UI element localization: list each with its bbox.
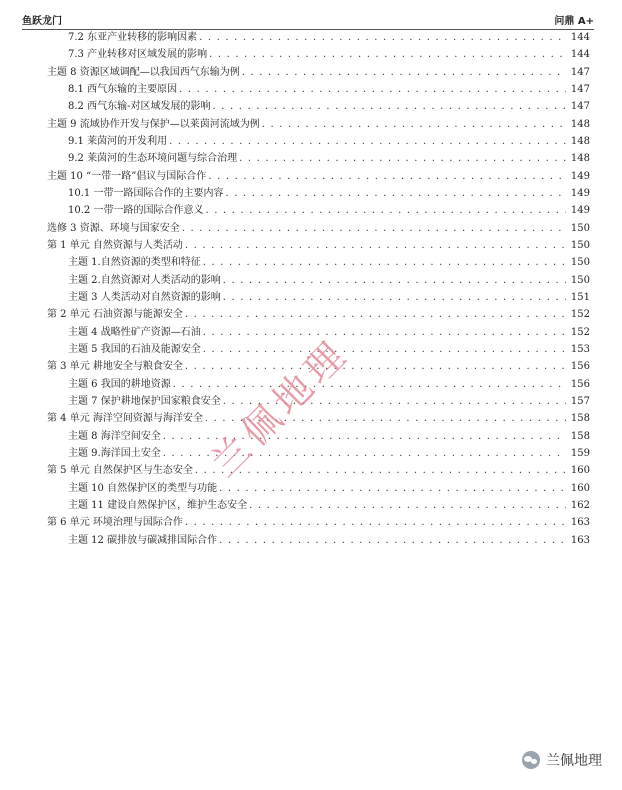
toc-entry-title: 第 1 单元 自然资源与人类活动 xyxy=(47,239,183,251)
toc-entry-page: 148 xyxy=(570,118,590,130)
toc-entry-page: 147 xyxy=(570,66,590,78)
toc-entry[interactable] xyxy=(0,480,622,497)
toc-entry-title: 主题 10 自然保护区的类型与功能 xyxy=(68,482,218,494)
page-header xyxy=(22,11,594,30)
toc-entry-title: 主题 1.自然资源的类型和特征 xyxy=(68,257,201,269)
toc-entry-title: 7.2 东亚产业转移的影响因素 xyxy=(68,32,198,43)
dot-leader xyxy=(212,98,566,115)
toc-entry[interactable] xyxy=(0,254,622,271)
dot-leader xyxy=(219,480,566,497)
dot-leader xyxy=(262,116,566,133)
toc-entry[interactable] xyxy=(0,237,622,254)
dot-leader xyxy=(249,497,566,514)
wechat-icon xyxy=(522,751,540,769)
toc-entry-page: 160 xyxy=(570,482,590,494)
toc-entry-title: 主题 8 资源区域调配—以我国西气东输为例 xyxy=(47,66,240,78)
toc-entry-title: 第 3 单元 耕地安全与粮食安全 xyxy=(47,361,183,373)
toc-entry-page: 152 xyxy=(570,326,590,338)
toc-entry[interactable] xyxy=(0,428,622,445)
brand-badge xyxy=(522,750,602,770)
toc-entry-page: 149 xyxy=(570,205,590,217)
toc-entry-title: 10.2 一带一路的国际合作意义 xyxy=(68,205,204,217)
dot-leader xyxy=(239,150,566,167)
toc-entry[interactable] xyxy=(0,29,622,46)
toc-entry-page: 149 xyxy=(570,170,590,182)
toc-entry-title: 主题 2.自然资源对人类活动的影响 xyxy=(68,274,221,286)
toc-entry-page: 163 xyxy=(570,534,590,546)
toc-entry-title: 第 6 单元 环境治理与国际合作 xyxy=(47,517,183,529)
toc-entry[interactable] xyxy=(0,81,622,98)
toc-entry-title: 第 5 单元 自然保护区与生态安全 xyxy=(47,465,193,477)
toc-entry[interactable] xyxy=(0,220,622,237)
header-left-text: 鱼跃龙门 xyxy=(22,16,62,27)
toc-entry-title: 8.1 西气东输的主要原因 xyxy=(68,83,178,95)
toc-entry[interactable] xyxy=(0,150,622,167)
toc-entry[interactable] xyxy=(0,46,622,63)
dot-leader xyxy=(219,532,566,549)
toc-entry-title: 第 4 单元 海洋空间资源与海洋安全 xyxy=(47,413,203,425)
toc-entry[interactable] xyxy=(0,64,622,81)
toc-entry-title: 主题 8 海洋空间安全 xyxy=(68,430,161,442)
toc-entry[interactable] xyxy=(0,133,622,150)
dot-leader xyxy=(199,29,566,46)
toc-entry-page: 158 xyxy=(570,430,590,442)
toc-entry-page: 144 xyxy=(570,49,590,61)
toc-entry-title: 8.2 西气东输-对区域发展的影响 xyxy=(68,101,211,113)
toc-entry-page: 157 xyxy=(570,395,590,407)
dot-leader xyxy=(242,64,566,81)
toc-entry[interactable] xyxy=(0,289,622,306)
toc-entry-title: 主题 4 战略性矿产资源—石油 xyxy=(68,326,201,338)
toc-entry[interactable] xyxy=(0,532,622,549)
toc-entry-page: 151 xyxy=(570,291,590,303)
toc-entry-page: 162 xyxy=(570,499,590,511)
toc-entry-title: 10.1 一带一路国际合作的主要内容 xyxy=(68,187,224,199)
toc-entry-page: 160 xyxy=(570,465,590,477)
toc-entry-title: 主题 9 流域协作开发与保护—以莱茵河流域为例 xyxy=(47,118,260,130)
toc-entry-page: 150 xyxy=(570,222,590,234)
dot-leader xyxy=(223,272,566,289)
toc-entry-page: 150 xyxy=(570,274,590,286)
toc-entry-page: 148 xyxy=(570,135,590,147)
toc-entry-page: 153 xyxy=(570,343,590,355)
dot-leader xyxy=(185,237,566,254)
dot-leader xyxy=(185,514,566,531)
dot-leader xyxy=(182,220,566,237)
toc-entry-title: 第 2 单元 石油资源与能源安全 xyxy=(47,309,183,321)
toc-entry-title: 9.1 莱茵河的开发利用 xyxy=(68,135,168,147)
toc-entry-page: 163 xyxy=(570,517,590,529)
dot-leader xyxy=(169,133,566,150)
toc-entry[interactable] xyxy=(0,514,622,531)
toc-entry-page: 152 xyxy=(570,309,590,321)
toc-entry-title: 主题 3 人类活动对自然资源的影响 xyxy=(68,291,221,303)
toc-entry-title: 主题 7 保护耕地保护国家粮食安全 xyxy=(68,395,221,407)
dot-leader xyxy=(185,358,566,375)
toc-entry-page: 156 xyxy=(570,361,590,373)
dot-leader xyxy=(209,46,566,63)
watermark-text: 兰佩地理 xyxy=(201,329,358,486)
toc-entry-title: 9.2 莱茵河的生态环境问题与综合治理 xyxy=(68,153,238,165)
toc-entry-page: 150 xyxy=(570,257,590,269)
toc-entry-title: 主题 10 “一带一路”倡议与国际合作 xyxy=(47,170,207,182)
toc-entry-page: 149 xyxy=(570,187,590,199)
toc-entry-page: 144 xyxy=(570,32,590,43)
dot-leader xyxy=(208,168,566,185)
dot-leader xyxy=(185,306,566,323)
toc-entry[interactable] xyxy=(0,272,622,289)
toc-entry-title: 7.3 产业转移对区域发展的影响 xyxy=(68,49,208,61)
toc-entry-title: 主题 5 我国的石油及能源安全 xyxy=(68,343,201,355)
toc-entry[interactable] xyxy=(0,306,622,323)
toc-entry-page: 147 xyxy=(570,101,590,113)
toc-entry-page: 147 xyxy=(570,83,590,95)
table-of-contents xyxy=(0,29,622,549)
toc-entry[interactable] xyxy=(0,410,622,427)
dot-leader xyxy=(223,289,566,306)
toc-entry-page: 148 xyxy=(570,153,590,165)
toc-entry[interactable] xyxy=(0,168,622,185)
dot-leader xyxy=(225,185,566,202)
toc-entry-title: 主题 11 建设自然保护区，维护生态安全 xyxy=(68,499,248,511)
header-right-text: 问鼎 A+ xyxy=(554,16,594,27)
toc-entry[interactable] xyxy=(0,462,622,479)
dot-leader xyxy=(173,376,566,393)
toc-entry-title: 主题 12 碳排放与碳减排国际合作 xyxy=(68,534,218,546)
toc-entry[interactable] xyxy=(0,98,622,115)
brand-name: 兰佩地理 xyxy=(546,753,602,769)
toc-entry[interactable] xyxy=(0,445,622,462)
dot-leader xyxy=(205,202,566,219)
toc-entry[interactable] xyxy=(0,185,622,202)
toc-entry-page: 159 xyxy=(570,447,590,459)
toc-entry-page: 156 xyxy=(570,378,590,390)
toc-entry-page: 150 xyxy=(570,239,590,251)
dot-leader xyxy=(203,254,566,271)
toc-entry-page: 158 xyxy=(570,413,590,425)
toc-entry-title: 选修 3 资源、环境与国家安全 xyxy=(47,222,180,234)
dot-leader xyxy=(203,324,566,341)
toc-entry[interactable] xyxy=(0,116,622,133)
toc-entry-title: 主题 9.海洋国土安全 xyxy=(68,447,161,459)
dot-leader xyxy=(203,341,566,358)
toc-entry-title: 主题 6 我国的耕地资源 xyxy=(68,378,171,390)
dot-leader xyxy=(179,81,566,98)
toc-entry[interactable] xyxy=(0,202,622,219)
toc-entry[interactable] xyxy=(0,497,622,514)
